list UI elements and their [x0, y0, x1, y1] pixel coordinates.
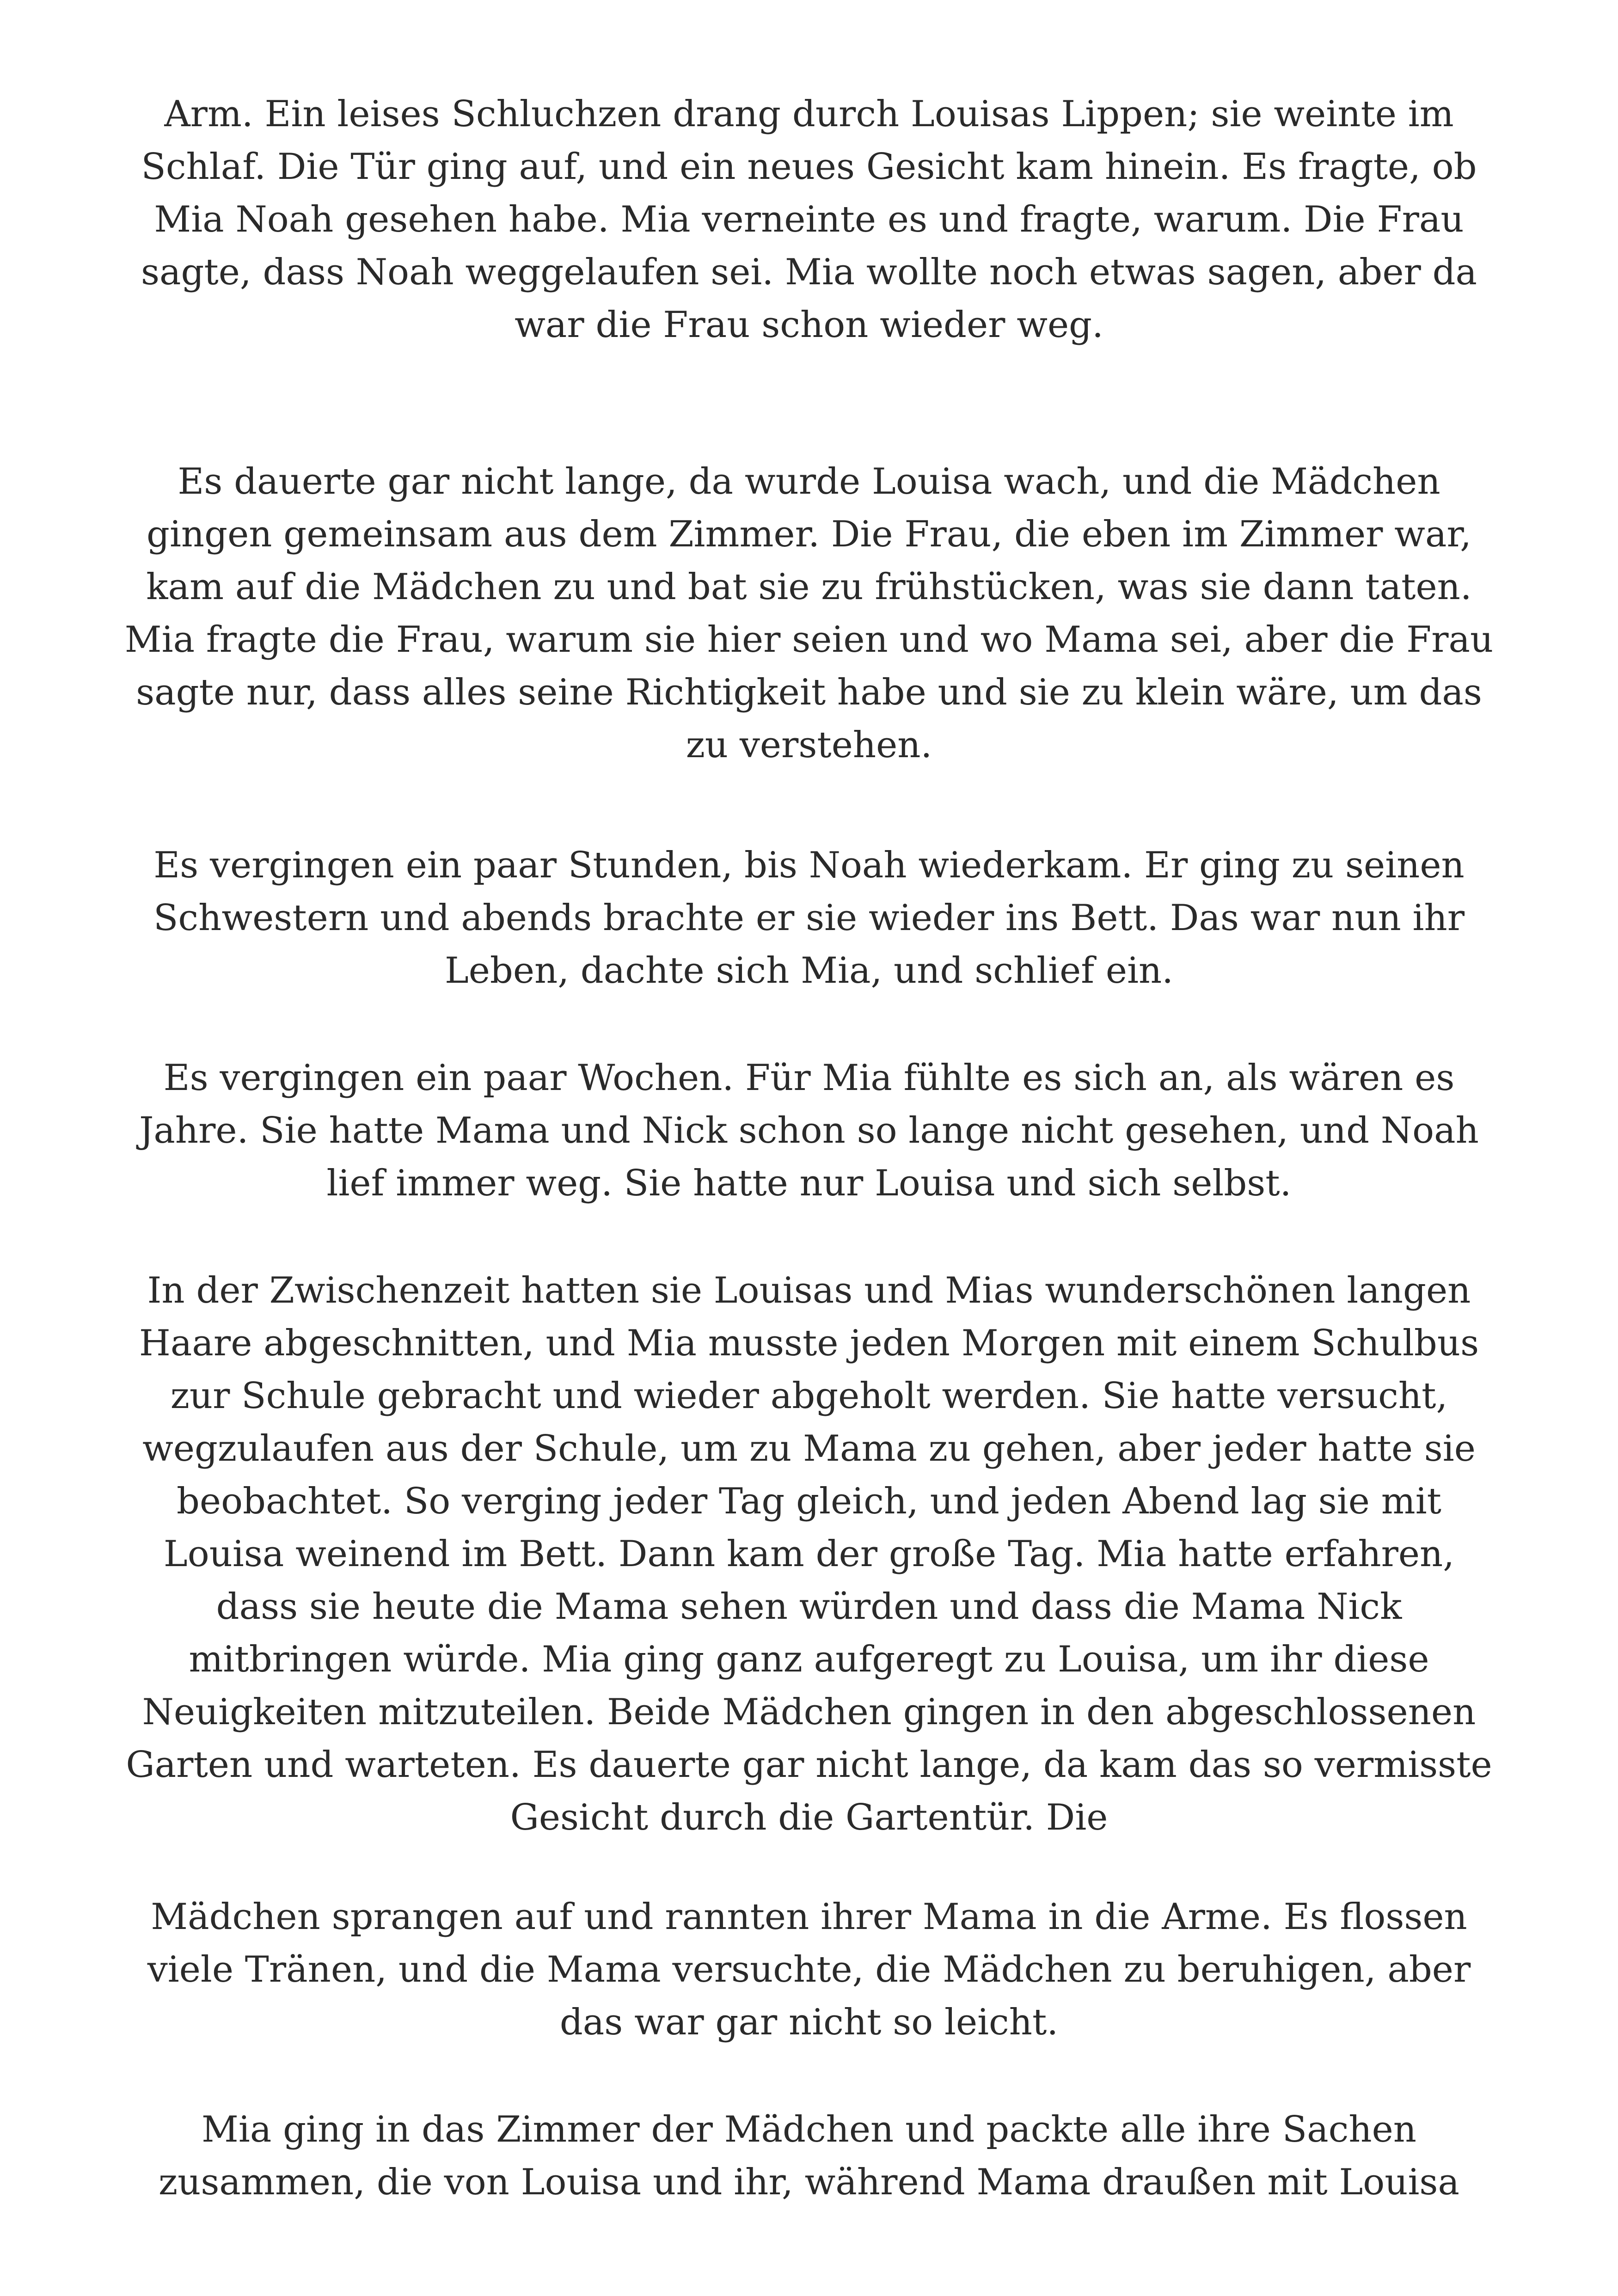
text-line: gingen gemeinsam aus dem Zimmer. Die Frau, die eben im Zimmer war,	[147, 514, 1471, 555]
text-line: zur Schule gebracht und wieder abgeholt werden. Sie hatte versucht,	[170, 1375, 1448, 1417]
text-line: Mia fragte die Frau, warum sie hier seien und wo Mama sei, aber die Frau	[124, 619, 1494, 661]
text-line: mitbringen würde. Mia ging ganz aufgeregt zu Louisa, um ihr diese	[189, 1639, 1429, 1680]
paragraph	[92, 839, 1526, 997]
text-line: war die Frau schon wieder weg.	[515, 304, 1103, 346]
text-line: viele Tränen, und die Mama versuchte, die Mädchen zu beruhigen, aber	[147, 1949, 1471, 1990]
text-line: Neuigkeiten mitzuteilen. Beide Mädchen gingen in den abgeschlossenen	[142, 1691, 1476, 1733]
text-line: lief immer weg. Sie hatte nur Louisa und sich selbst.	[326, 1163, 1292, 1204]
text-line: Es dauerte gar nicht lange, da wurde Louisa wach, und die Mädchen	[178, 461, 1440, 502]
text-line: sagte nur, dass alles seine Richtigkeit habe und sie zu klein wäre, um das	[136, 672, 1482, 713]
text-line: zu verstehen.	[686, 724, 932, 766]
text-line: Garten und warteten. Es dauerte gar nicht lange, da kam das so vermisste	[126, 1744, 1492, 1786]
text-line: In der Zwischenzeit hatten sie Louisas und Mias wunderschönen langen	[147, 1270, 1471, 1311]
text-line: Haare abgeschnitten, und Mia musste jeden Morgen mit einem Schulbus	[139, 1322, 1479, 1364]
text-line: wegzulaufen aus der Schule, um zu Mama zu gehen, aber jeder hatte sie	[142, 1428, 1476, 1469]
paragraph	[92, 88, 1526, 351]
paragraph	[92, 1052, 1526, 1210]
text-line: Gesicht durch die Gartentür. Die	[510, 1797, 1108, 1838]
text-line: beobachtet. So verging jeder Tag gleich, und jeden Abend lag sie mit	[177, 1481, 1441, 1522]
paragraph	[92, 1891, 1526, 2049]
paragraph	[92, 455, 1526, 771]
text-line: Mia ging in das Zimmer der Mädchen und packte alle ihre Sachen	[202, 2109, 1416, 2150]
text-line: das war gar nicht so leicht.	[559, 2002, 1059, 2043]
text-line: dass sie heute die Mama sehen würden und dass die Mama Nick	[216, 1586, 1402, 1628]
text-line: Louisa weinend im Bett. Dann kam der große Tag. Mia hatte erfahren,	[163, 1533, 1455, 1575]
text-line: Schwestern und abends brachte er sie wieder ins Bett. Das war nun ihr	[153, 897, 1465, 939]
text-line: Es vergingen ein paar Wochen. Für Mia fühlte es sich an, als wären es	[163, 1057, 1455, 1099]
text-line: Es vergingen ein paar Stunden, bis Noah wiederkam. Er ging zu seinen	[153, 845, 1465, 886]
paragraph	[92, 1264, 1526, 1844]
text-line: kam auf die Mädchen zu und bat sie zu frühstücken, was sie dann taten.	[146, 566, 1472, 608]
text-line: Leben, dachte sich Mia, und schlief ein.	[444, 950, 1174, 992]
text-line: Jahre. Sie hatte Mama und Nick schon so lange nicht gesehen, und Noah	[139, 1110, 1479, 1151]
text-line: Schlaf. Die Tür ging auf, und ein neues Gesicht kam hinein. Es fragte, ob	[141, 146, 1477, 188]
text-line: Arm. Ein leises Schluchzen drang durch Louisas Lippen; sie weinte im	[164, 93, 1454, 135]
text-line: sagte, dass Noah weggelaufen sei. Mia wollte noch etwas sagen, aber da	[141, 251, 1477, 293]
text-line: Mädchen sprangen auf und rannten ihrer Mama in die Arme. Es flossen	[151, 1896, 1467, 1938]
text-line: Mia Noah gesehen habe. Mia verneinte es und fragte, warum. Die Frau	[154, 199, 1464, 240]
paragraph	[92, 2103, 1526, 2209]
text-line: zusammen, die von Louisa und ihr, während Mama draußen mit Louisa	[159, 2161, 1459, 2203]
